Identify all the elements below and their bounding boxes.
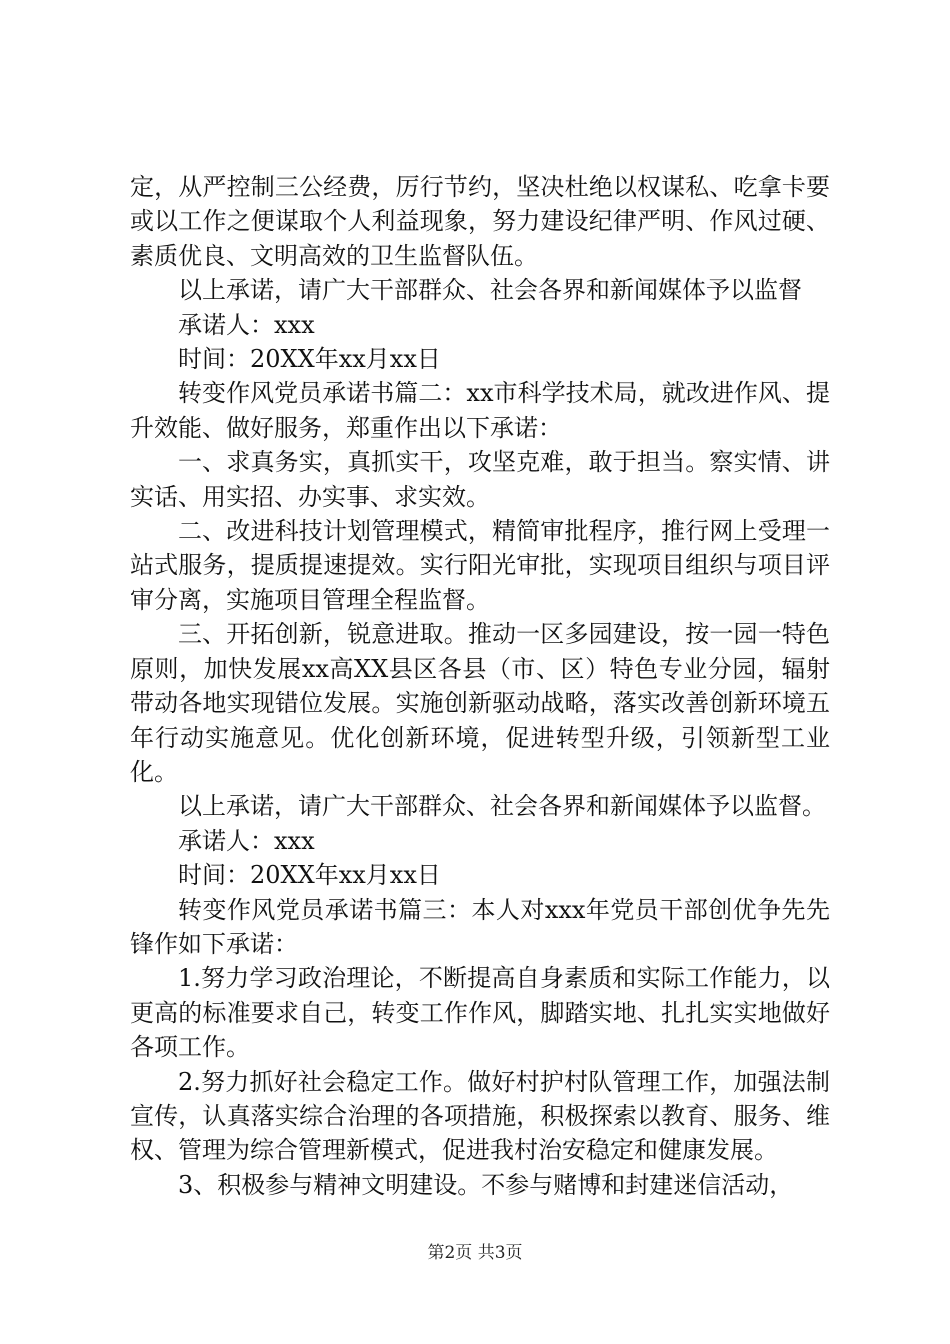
paragraph: 承诺人：xxx	[178, 826, 315, 855]
paragraph: 二、改进科技计划管理模式，精简审批程序，推行网上受理一站式服务，提质提速提效。实行阳光审批，实现项目组织与项目评审分离，实施项目管理全程监督。	[130, 517, 830, 614]
paragraph: 3、积极参与精神文明建设。不参与赌博和封建迷信活动，	[178, 1170, 794, 1199]
paragraph: 1.努力学习政治理论，不断提高自身素质和实际工作能力，以更高的标准要求自己，转变工作作风，脚踏实地、扎扎实实地做好各项工作。	[130, 964, 830, 1062]
paragraph: 承诺人：xxx	[178, 310, 315, 339]
document-body	[130, 170, 830, 1202]
paragraph: 以上承诺，请广大干部群众、社会各界和新闻媒体予以监督	[178, 276, 802, 305]
paragraph: 时间：20XX年xx月xx日	[178, 861, 441, 890]
page-footer: 第2页 共3页	[427, 1243, 523, 1263]
paragraph: 以上承诺，请广大干部群众、社会各界和新闻媒体予以监督。	[178, 792, 826, 821]
paragraph: 三、开拓创新，锐意进取。推动一区多园建设，按一园一特色原则，加快发展xx高XX县区各县（市、区）特色专业分园，辐射带动各地实现错位发展。实施创新驱动战略，落实改善创新环境五年行动实施意见。优化创新环境，促进转型升级，引领新型工业化。	[130, 620, 830, 786]
paragraph: 转变作风党员承诺书篇二：xx市科学技术局，就改进作风、提升效能、做好服务，郑重作出以下承诺：	[130, 379, 830, 442]
paragraph: 一、求真务实，真抓实干，攻坚克难，敢于担当。察实情、讲实话、用实招、办实事、求实效。	[130, 448, 830, 511]
paragraph: 时间：20XX年xx月xx日	[178, 345, 441, 374]
paragraph: 转变作风党员承诺书篇三：本人对xxx年党员干部创优争先先锋作如下承诺：	[130, 895, 830, 958]
paragraph: 定，从严控制三公经费，厉行节约，坚决杜绝以权谋私、吃拿卡要或以工作之便谋取个人利益现象，努力建设纪律严明、作风过硬、素质优良、文明高效的卫生监督队伍。	[130, 173, 830, 270]
paragraph: 2.努力抓好社会稳定工作。做好村护村队管理工作，加强法制宣传，认真落实综合治理的各项措施，积极探索以教育、服务、维权、管理为综合管理新模式，促进我村治安稳定和健康发展。	[130, 1067, 830, 1165]
